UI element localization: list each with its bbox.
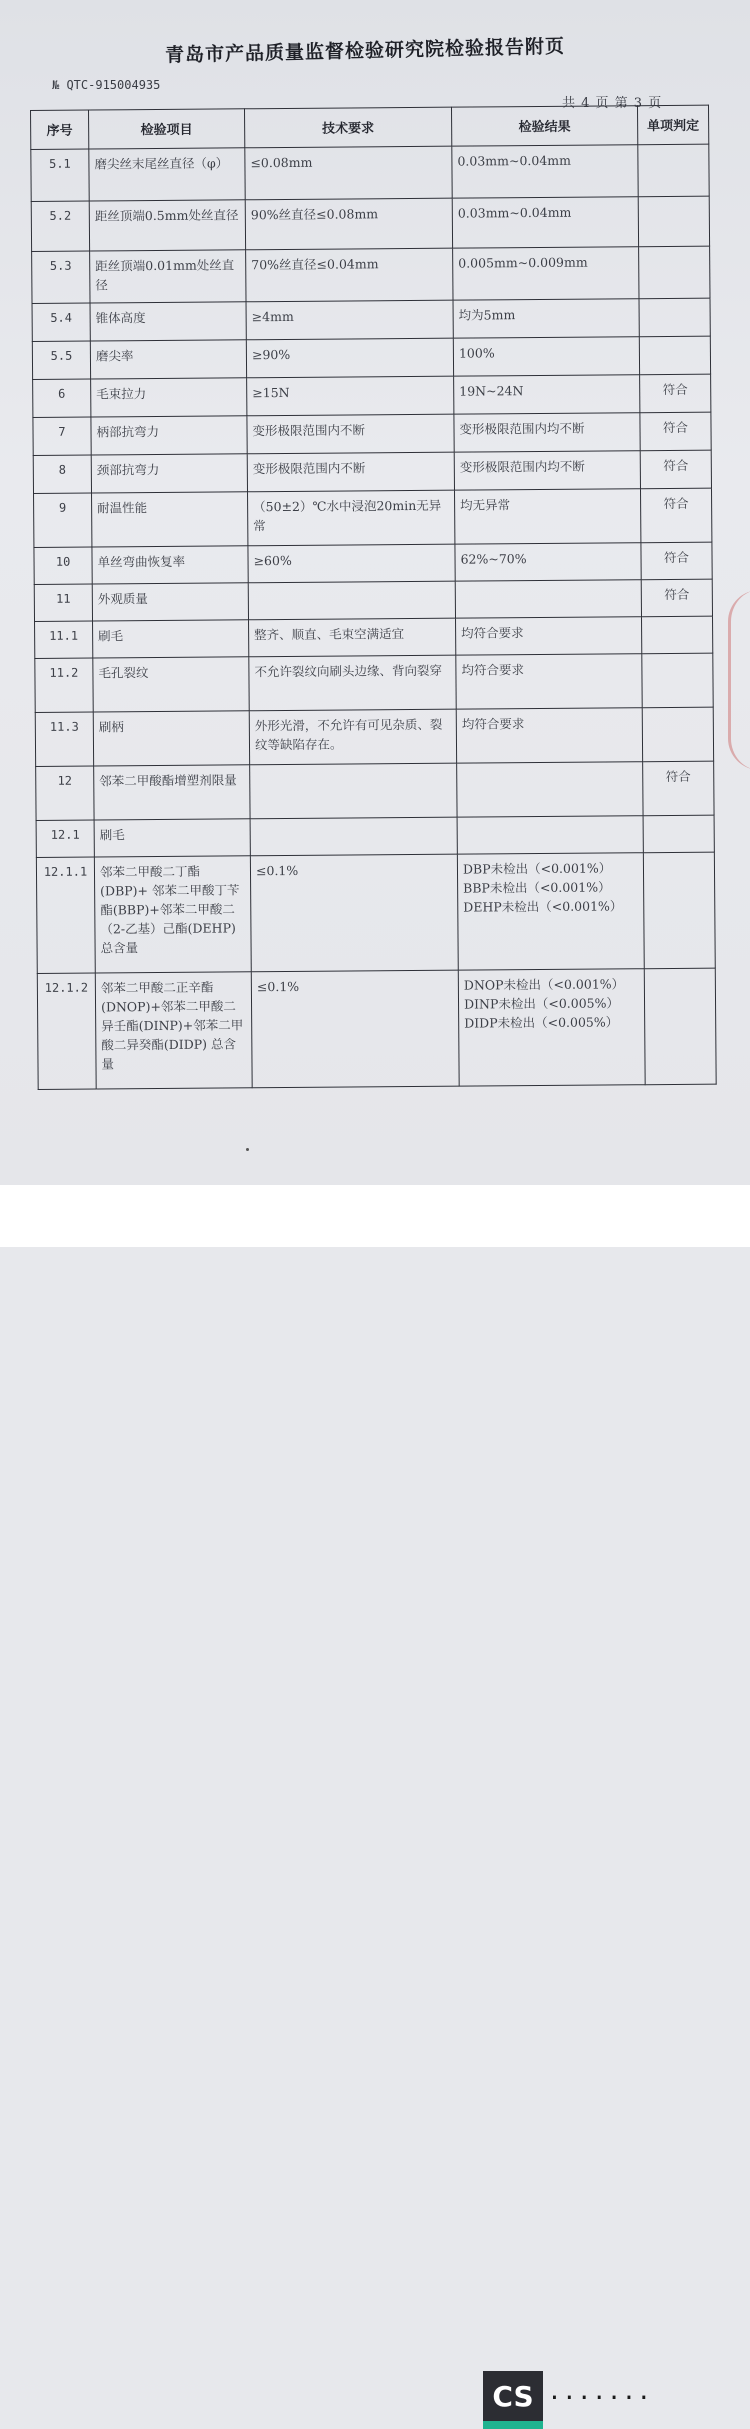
cell-result-line: DINP未检出（<0.005%）	[463, 995, 620, 1012]
header-seq: 序号	[31, 110, 89, 149]
table-row	[32, 246, 710, 303]
cell-item-line: 刷毛	[99, 827, 125, 843]
cell-item-line: 毛孔裂纹	[98, 665, 149, 681]
cell-result-line: 均符合要求	[461, 625, 524, 641]
cell-result	[457, 762, 643, 817]
header-verdict: 单项判定	[637, 105, 708, 145]
logo-text: CS	[492, 2380, 534, 2413]
cell-item-line: 磨尖率	[95, 348, 134, 364]
logo-accent-bar	[483, 2421, 543, 2429]
cell-requirement	[248, 581, 455, 620]
cell-item	[90, 302, 246, 341]
cell-seq: 11.1	[35, 621, 93, 658]
cell-requirement	[250, 817, 457, 856]
cell-requirement	[249, 655, 456, 711]
cell-requirement	[247, 452, 454, 492]
cell-requirement-line: （50±2）℃水中浸泡20min无异常	[253, 497, 442, 534]
cell-item	[90, 250, 246, 303]
cell-result	[456, 617, 642, 655]
table-row	[32, 336, 710, 379]
cell-item	[89, 200, 245, 251]
cell-result	[456, 654, 642, 709]
cell-result	[456, 708, 642, 763]
watermark-dots: ·······	[550, 2381, 655, 2414]
cell-result-line: 变形极限范围内均不断	[459, 458, 585, 475]
header-result: 检验结果	[451, 106, 637, 146]
cell-verdict	[638, 144, 709, 197]
table-row	[35, 653, 713, 712]
cell-verdict	[639, 298, 710, 337]
cell-result-line: DBP未检出（<0.001%）	[462, 860, 612, 877]
document-number: № QTC-915004935	[52, 78, 161, 92]
cell-requirement	[249, 618, 456, 657]
cell-result-line: 变形极限范围内均不断	[459, 420, 585, 437]
cell-seq: 8	[33, 455, 91, 493]
table-row	[36, 852, 715, 973]
app-footer	[0, 1185, 750, 2414]
cell-item-line: 锥体高度	[95, 310, 146, 326]
cell-item	[89, 148, 245, 201]
cell-requirement-line: 整齐、顺直、毛束空满适宜	[254, 626, 405, 643]
cell-verdict: 符合	[640, 450, 711, 489]
cell-requirement-line	[256, 823, 452, 825]
cell-verdict	[639, 246, 710, 299]
cell-item	[90, 340, 246, 379]
cell-item	[92, 492, 248, 547]
table-row	[36, 815, 714, 857]
cell-item-line: 邻苯二甲酸二丁酯(DBP)+ 邻苯二甲酸丁苄酯(BBP)+邻苯二甲酸二（2-乙基）己酯(DEHP)总含量	[99, 863, 240, 956]
cell-item	[93, 711, 249, 766]
cell-result-line: DIDP未检出（<0.005%）	[464, 1014, 619, 1031]
cell-verdict: 符合	[641, 579, 712, 617]
cell-requirement	[248, 490, 455, 546]
cell-item-line: 单丝弯曲恢复率	[97, 553, 186, 570]
cell-verdict: 符合	[640, 488, 711, 543]
table-row	[32, 298, 710, 341]
cell-requirement	[248, 544, 455, 583]
cell-result-line: 均无异常	[460, 497, 511, 513]
cell-requirement-line: ≥90%	[251, 346, 291, 363]
cell-result-line: DNOP未检出（<0.001%）	[463, 976, 625, 993]
cell-result-line	[463, 821, 638, 822]
cell-result-line: BBP未检出（<0.001%）	[463, 879, 611, 896]
report-title: 青岛市产品质量监督检验研究院检验报告附页	[164, 35, 566, 67]
cell-seq: 5.2	[31, 201, 89, 251]
cell-requirement	[251, 970, 459, 1088]
table-row	[33, 450, 711, 493]
cell-requirement-line: 变形极限范围内不断	[252, 422, 366, 439]
cell-item-line: 刷柄	[98, 719, 124, 735]
cell-item	[91, 454, 247, 493]
cell-item-line: 外观质量	[97, 591, 148, 607]
cell-requirement	[246, 300, 453, 340]
cell-item-line: 磨尖丝末尾丝直径（φ）	[94, 155, 229, 172]
cell-verdict: 符合	[641, 542, 712, 580]
header-item: 检验项目	[89, 109, 245, 149]
cell-requirement-line: ≤0.1%	[255, 862, 299, 879]
cell-item-line: 柄部抗弯力	[96, 423, 160, 440]
cell-requirement	[250, 854, 458, 972]
cell-seq: 12.1.2	[37, 973, 96, 1089]
report-page	[0, 0, 750, 1185]
cell-item	[91, 378, 247, 417]
cell-verdict	[639, 336, 710, 375]
cell-requirement	[249, 709, 456, 765]
cell-seq: 7	[33, 417, 91, 455]
page-indicator: 共 4 页 第 3 页	[562, 96, 663, 111]
cell-requirement-line: ≥15N	[252, 384, 290, 401]
table-row	[34, 488, 712, 547]
cell-requirement-line: ≤0.1%	[256, 978, 300, 995]
cell-result	[457, 816, 643, 854]
paper-speck	[246, 1148, 249, 1151]
cell-result-line: 0.005mm~0.009mm	[458, 254, 588, 271]
cell-result-line: 0.03mm~0.04mm	[457, 204, 572, 221]
cell-requirement-line: ≥60%	[253, 552, 292, 569]
table-row	[35, 616, 713, 658]
cell-item-line: 刷毛	[98, 628, 124, 644]
cell-result-line: 均符合要求	[461, 662, 524, 678]
cell-item-line: 邻苯二甲酸二正辛酯(DNOP)+邻苯二甲酸二异壬酯(DINP)+邻苯二甲酸二异癸酯(DIDP) 总含量	[100, 979, 244, 1072]
cell-result-line: DEHP未检出（<0.001%）	[463, 898, 623, 915]
cell-result	[455, 543, 641, 581]
cell-item	[92, 546, 248, 584]
cell-requirement-line: 变形极限范围内不断	[252, 460, 366, 477]
cell-result	[454, 489, 640, 544]
cell-result	[457, 853, 644, 970]
cell-seq: 12	[36, 766, 94, 820]
cell-result-line	[462, 767, 637, 768]
cell-result	[454, 375, 640, 414]
cell-result-line: 0.03mm~0.04mm	[457, 152, 572, 169]
table-row	[33, 374, 711, 417]
cell-requirement	[247, 414, 454, 454]
cell-result	[453, 337, 639, 376]
cell-requirement	[245, 146, 452, 200]
table-row	[31, 144, 709, 201]
cell-result-line: 62%~70%	[460, 551, 527, 567]
table-row	[36, 761, 714, 820]
table-row	[34, 579, 712, 621]
header-requirement: 技术要求	[244, 107, 451, 148]
cell-item-line: 颈部抗弯力	[96, 461, 160, 478]
cell-result	[452, 197, 638, 248]
cell-requirement	[246, 338, 453, 378]
cell-seq: 6	[33, 379, 91, 417]
table-row	[31, 196, 709, 251]
cell-seq: 11.3	[35, 712, 93, 766]
cell-item	[95, 972, 252, 1089]
cell-item	[93, 657, 249, 712]
cell-verdict: 符合	[643, 761, 714, 816]
cell-item-line: 邻苯二甲酸酯增塑剂限量	[99, 772, 237, 789]
cell-result-line: 100%	[458, 345, 495, 361]
cell-item-line: 耐温性能	[97, 500, 148, 516]
cell-verdict: 符合	[640, 412, 711, 451]
cell-seq: 9	[34, 493, 92, 547]
cell-verdict	[642, 707, 713, 762]
cell-verdict	[638, 196, 709, 247]
cell-result	[453, 299, 639, 338]
table-row	[35, 707, 713, 766]
cell-item-line: 毛束拉力	[96, 386, 147, 402]
cell-item	[92, 583, 248, 621]
cell-result-line: 均符合要求	[461, 716, 525, 732]
cell-item	[94, 765, 250, 820]
cell-seq: 5.4	[32, 303, 90, 341]
table-header-row	[31, 105, 709, 149]
cell-result	[453, 247, 639, 300]
cell-seq: 11	[34, 584, 92, 621]
red-seal-mark	[728, 590, 750, 770]
cell-item	[93, 620, 249, 658]
cell-requirement-line	[255, 769, 451, 771]
cell-result	[454, 451, 640, 490]
table-row	[37, 968, 716, 1089]
cell-item	[91, 416, 247, 455]
cell-seq: 5.5	[32, 341, 90, 379]
table-body	[31, 144, 716, 1089]
inspection-table	[30, 105, 717, 1090]
cell-requirement	[247, 376, 454, 416]
cell-requirement	[246, 248, 453, 302]
cell-requirement-line: ≤0.08mm	[250, 154, 313, 171]
table-row	[33, 412, 711, 455]
cell-result-line	[461, 585, 636, 586]
cell-result	[454, 413, 640, 452]
cell-verdict: 符合	[640, 374, 711, 413]
cell-result	[455, 580, 641, 618]
cell-verdict	[643, 852, 715, 969]
camscanner-logo	[483, 2371, 543, 2429]
cell-requirement-line	[254, 587, 450, 589]
cell-requirement-line: 70%丝直径≤0.04mm	[251, 256, 379, 273]
cell-result-line: 19N~24N	[459, 383, 524, 399]
cell-seq: 10	[34, 547, 92, 584]
cell-seq: 12.1	[36, 820, 94, 857]
cell-result	[458, 969, 645, 1086]
cell-item-line: 距丝顶端0.5mm处丝直径	[94, 207, 239, 224]
cell-item-line: 距丝顶端0.01mm处丝直径	[95, 257, 235, 293]
cell-item	[94, 819, 250, 857]
cell-seq: 5.1	[31, 149, 89, 201]
cell-requirement	[250, 763, 457, 819]
cell-verdict	[642, 653, 713, 708]
cell-requirement-line: 外形光滑，不允许有可见杂质、裂纹等缺陷存在。	[254, 716, 443, 753]
cell-result	[452, 145, 638, 198]
cell-requirement-line: 90%丝直径≤0.08mm	[250, 206, 379, 223]
cell-seq: 11.2	[35, 658, 93, 712]
cell-requirement-line: 不允许裂纹向刷头边缘、背向裂穿	[254, 662, 442, 680]
cell-item	[94, 856, 251, 973]
cell-seq: 5.3	[32, 251, 90, 303]
cell-verdict	[641, 616, 712, 654]
cell-verdict	[644, 968, 716, 1085]
cell-requirement	[245, 198, 452, 250]
cell-requirement-line: ≥4mm	[251, 308, 294, 325]
table-row	[34, 542, 712, 584]
cell-verdict	[643, 815, 714, 853]
cell-seq: 12.1.1	[36, 857, 95, 973]
cell-result-line: 均为5mm	[458, 307, 516, 323]
